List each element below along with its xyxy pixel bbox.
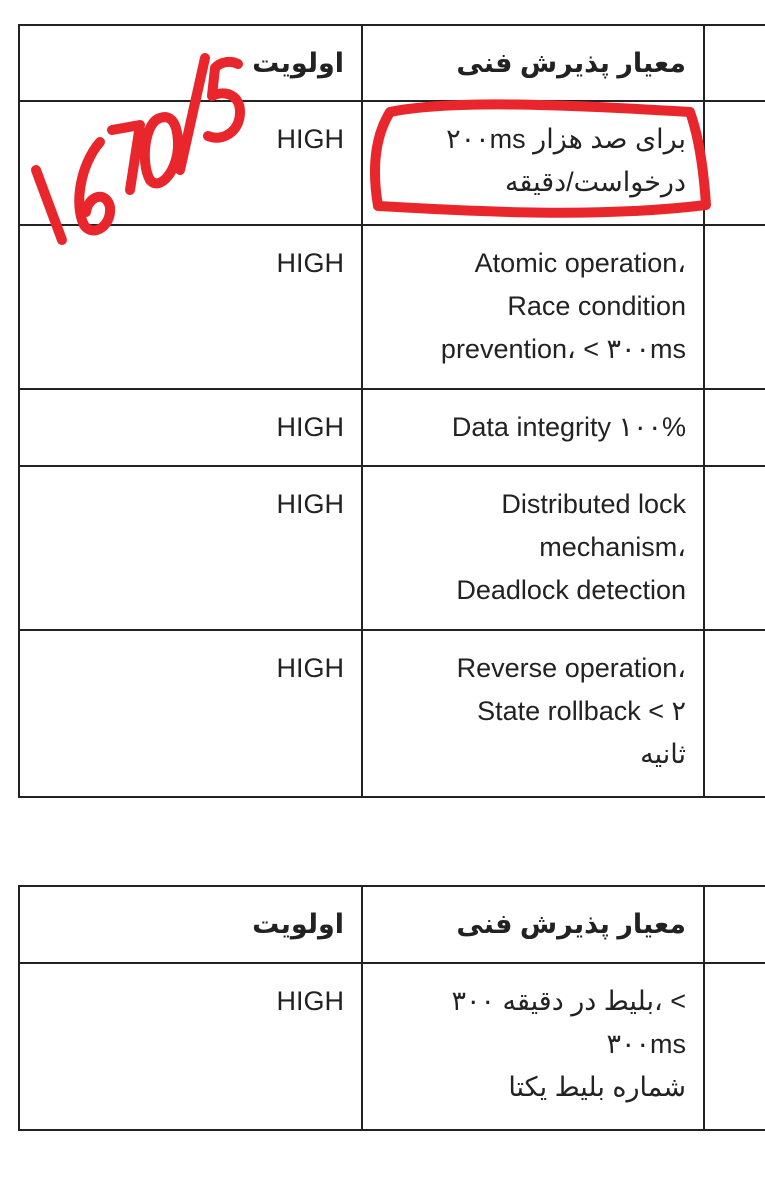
header-priority: اولویت [19, 25, 362, 101]
header-criterion: معیار پذیرش فنی [362, 886, 704, 963]
header-cut-cell [704, 25, 765, 101]
table-row [19, 225, 765, 389]
cut-cell [704, 101, 765, 225]
table-row [19, 630, 765, 797]
table-header-row [19, 886, 765, 963]
header-priority: اولویت [19, 886, 362, 963]
cut-cell [704, 630, 765, 797]
priority-cell: HIGH [19, 630, 362, 797]
table-row [19, 466, 765, 630]
cut-cell [704, 225, 765, 389]
header-criterion: معیار پذیرش فنی [362, 25, 704, 101]
table-row [19, 963, 765, 1130]
criterion-cell: Atomic operation، Race condition prevention، < ۳۰۰ms [362, 225, 704, 389]
table-header-row [19, 25, 765, 101]
acceptance-criteria-table-1 [18, 24, 765, 798]
cut-cell [704, 466, 765, 630]
criterion-cell: Reverse operation، State rollback < ۲ ثانیه [362, 630, 704, 797]
criterion-cell: Data integrity ۱۰۰% [362, 389, 704, 466]
header-cut-cell [704, 886, 765, 963]
priority-cell: HIGH [19, 389, 362, 466]
priority-cell: HIGH [19, 963, 362, 1130]
priority-cell: HIGH [19, 101, 362, 225]
acceptance-criteria-table-2 [18, 885, 765, 1131]
table-row [19, 101, 765, 225]
cut-cell [704, 963, 765, 1130]
priority-cell: HIGH [19, 466, 362, 630]
criterion-cell: Distributed lock mechanism، Deadlock detection [362, 466, 704, 630]
priority-cell: HIGH [19, 225, 362, 389]
table-row [19, 389, 765, 466]
criterion-cell: ‏۲۰۰ms برای صد هزار درخواست/دقیقه [362, 101, 704, 225]
cut-cell [704, 389, 765, 466]
criterion-cell: ۳۰۰ بلیط در دقیقه، < ۳۰۰ms شماره بلیط یکتا [362, 963, 704, 1130]
